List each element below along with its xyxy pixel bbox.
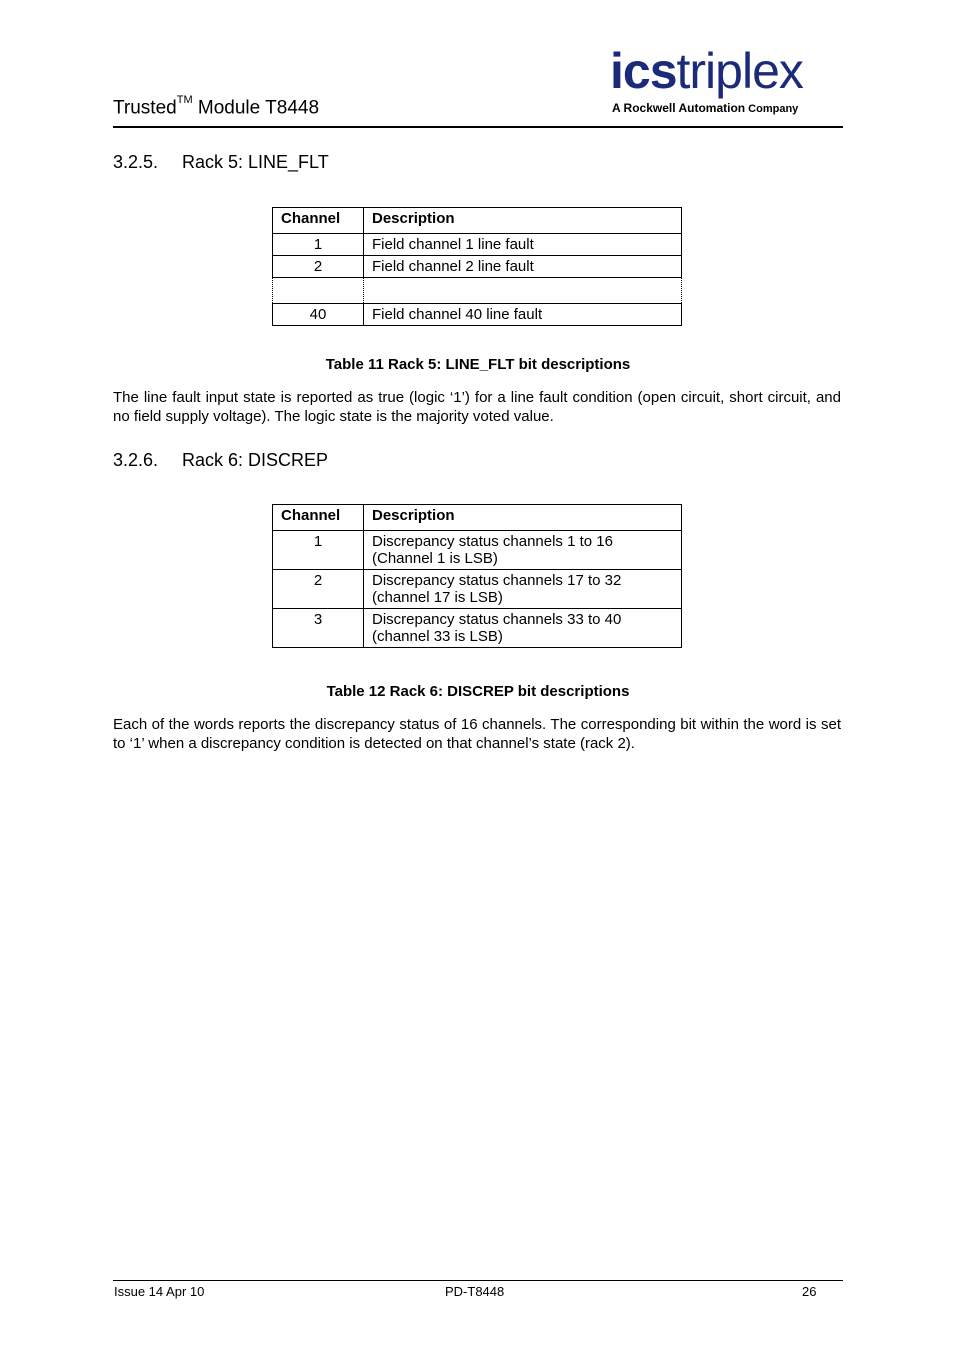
table-row: [273, 256, 682, 278]
description-cell: Field channel 40 line fault: [364, 304, 682, 326]
description-cell: Field channel 1 line fault: [364, 234, 682, 256]
channel-cell: 2: [273, 256, 364, 278]
table-header-row: [273, 505, 682, 531]
description-line: (channel 17 is LSB): [372, 589, 503, 606]
description-line: Discrepancy status channels 17 to 32: [372, 572, 622, 589]
footer-doc-id: PD-T8448: [445, 1284, 505, 1299]
ellipsis-cell: [273, 278, 364, 304]
section-title: Rack 6: DISCREP: [182, 450, 329, 470]
description-line: Discrepancy status channels 1 to 16: [372, 533, 613, 550]
table-12-caption: Table 12 Rack 6: DISCREP bit descriptions: [326, 683, 630, 700]
footer-divider: [113, 1280, 843, 1281]
description-cell: [364, 609, 682, 648]
column-header-description: Description: [364, 505, 682, 531]
table-row: [273, 570, 682, 609]
ellipsis-row: [273, 278, 682, 304]
section-number: 3.2.5.: [113, 152, 159, 172]
channel-cell: 3: [273, 609, 364, 648]
column-header-channel: Channel: [273, 208, 364, 234]
logo-tagline: [612, 101, 843, 115]
channel-cell: 1: [273, 531, 364, 570]
table-row: [273, 304, 682, 326]
title-prefix: Trusted: [113, 97, 177, 119]
description-cell: Field channel 2 line fault: [364, 256, 682, 278]
table-row: [273, 234, 682, 256]
table-header-row: [273, 208, 682, 234]
description-cell: [364, 531, 682, 570]
description-cell: [364, 570, 682, 609]
discrep-table: [272, 504, 682, 648]
description-line: (channel 33 is LSB): [372, 628, 503, 645]
table-row: [273, 609, 682, 648]
trademark-sup: TM: [176, 94, 193, 106]
table-row: [273, 531, 682, 570]
table-11-caption: Table 11 Rack 5: LINE_FLT bit descriptions: [325, 356, 631, 373]
line-flt-paragraph: The line fault input state is reported as true (logic ‘1’) for a line fault condition (open circuit, short circuit, and no field supply voltage). The logic state is the majority voted value.: [113, 389, 841, 425]
column-header-description: Description: [364, 208, 682, 234]
section-number: 3.2.6.: [113, 450, 159, 470]
document-title: [113, 94, 320, 119]
channel-cell: 2: [273, 570, 364, 609]
logo-tagline-main: A Rockwell Automation: [612, 101, 746, 115]
column-header-channel: Channel: [273, 505, 364, 531]
description-line: Discrepancy status channels 33 to 40: [372, 611, 622, 628]
header-divider: [113, 126, 843, 128]
logo-ics: ics: [610, 43, 677, 99]
section-heading-line-flt: [113, 152, 329, 173]
section-heading-discrep: [113, 450, 328, 471]
section-title: Rack 5: LINE_FLT: [182, 152, 329, 172]
logo-tagline-company: Company: [745, 103, 799, 115]
channel-cell: 40: [273, 304, 364, 326]
ics-triplex-logo: [610, 44, 843, 120]
logo-triplex: triplex: [676, 43, 803, 99]
logo-wordmark: [610, 44, 843, 98]
footer-page-number: 26: [802, 1284, 817, 1299]
footer-issue: Issue 14 Apr 10: [114, 1284, 205, 1299]
ellipsis-cell: [364, 278, 682, 304]
channel-cell: 1: [273, 234, 364, 256]
line-flt-table: [272, 207, 682, 326]
description-line: (Channel 1 is LSB): [372, 550, 498, 567]
title-suffix: Module T8448: [192, 97, 320, 119]
discrep-paragraph: Each of the words reports the discrepancy status of 16 channels. The corresponding bit within the word is set to ‘1’ when a discrepancy condition is detected on that channel’s state (rack 2).: [113, 716, 841, 752]
